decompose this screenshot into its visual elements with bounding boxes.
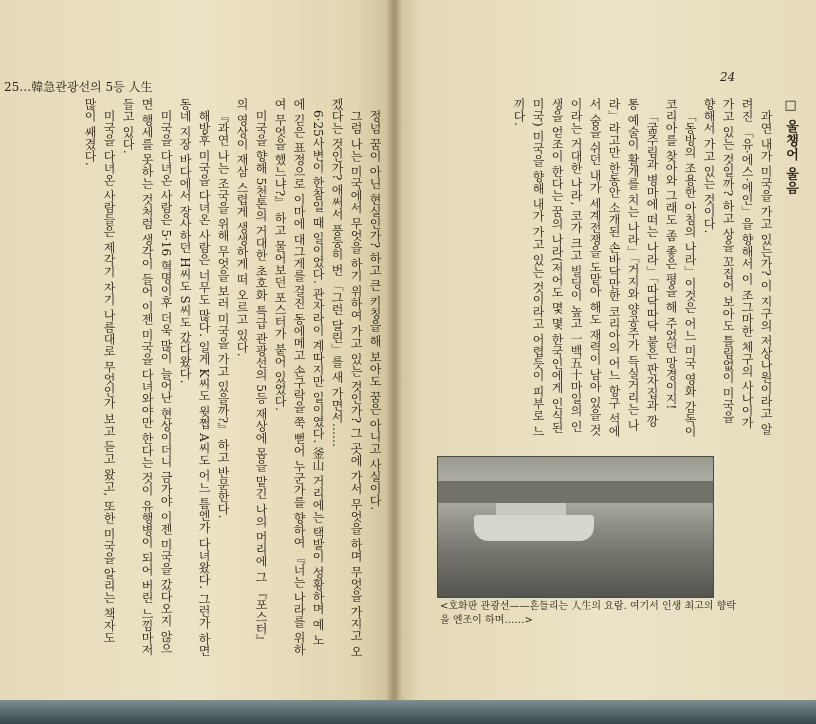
cruise-ship-photo [437, 456, 714, 598]
photo-ship-hull [474, 515, 594, 541]
paragraph: 미국을 다녀온 사람은 5·16 혁명이후 더욱 많이 늘어난 현상이더니 금가야 이젠 미국을 갔다오지 않으면 행세를 못하는 것처럼 생각이 들어 이젠 미국을 다녀와야만 한다는 것이 유행병이 되어 버린 느낌마저 들고 있다. [121, 98, 173, 656]
paragraph: 미국을 향해 5천톤의 거대한 초호화 특급 관광선의 5등 재상에 몸을 맡긴 나의 머리에 그 『포스터』의 영상이 재삼 스렵게 생생하게 떠 오르고 있다. [235, 98, 268, 647]
photo-shoreline [438, 481, 713, 503]
paragraph: 『과연 나는 조국을 위해 무엇을 보러 미국을 가고 있을까?』 하고 반문한다. [216, 110, 230, 519]
table-surface [0, 700, 816, 724]
photo-caption: <호화판 관광선——흔들리는 人生의 요람. 여기서 인생 최고의 향락을 엔조이 하며……> [440, 601, 736, 626]
paragraph: 6·25사변이 한참일 때 일이었다. 관자라이 계따지만 일이였다. 釜山 거리에는 택발이 성황하며 예 노에 긷은 표정으로 이마에 대그게를 걸진 동에메고 손구락을 쭉 뻗어 누군가를 향하여 『너는 나라를 위하여 무엇을 했느냐?』 하고 물어보던 포스터가 붙어 있었다. [273, 98, 325, 656]
paragraph: 「굶주림과 병마에 떠는 나라」「따닥따닥 붙은 판자집과 깡통 예술이 활개를 치는 나라」「거지와 양공주가 득실거리는 나라」라고만 한동안 소개된 손바닥만한 코리아의 어느 항구 석에서 숨을 쉬던 내가 세계전쟁을 도맡아 해도 재력이 남아 있을 것이라는 거대한 나라, 코가 크고 빌딩이 높고 一백五十마일의 인생을 얻조이 한다는 꿈의 나라(저어도 몇 몇 한국인에게 인식된 미국) 미국을 향해 내가 가고 있는 것이라고 어렵듯이 피부로 느끼다. [512, 98, 659, 438]
left-page-text [8, 98, 384, 658]
book-gutter [386, 0, 402, 700]
paragraph: 정넘 꿈이 아닌 현실인가? 하고 큰 키칭을 해 보아도 꿈은 아니고 사실이다. [368, 110, 382, 511]
paragraph: 과연 내가 미국을 가고 있는가? 이 지구의 저상나원이라고 알려진 「유·에스·에인」을 향해서 이 조그마한 체구의 사나이가 가고 있는 것일까? 하고 상을 꼬집어 보아도 틀림없이 미국을 향해서 가고 있는 것이다. [702, 98, 773, 435]
right-page-text [420, 98, 800, 438]
paragraph: 「동방의 조용한 아침의 나라」이것은 어느 미국 영화 감독이 코리아를 찾아와 그래도 좀 좋은 평을 해 주었던 망경이지! [664, 98, 697, 437]
running-head: 25…韓急관광선의 5등 人生 [4, 80, 153, 94]
paragraph: 미국을 다녀온 사람들은 제각기 자기 나름대로 무엇인가 보고 듣고 왔고, 또한 미국을 알리는 책자도 많이 쌔겼다. [83, 98, 116, 644]
photo-water [438, 547, 713, 597]
page-number: 24 [720, 70, 736, 84]
section-heading: □ 울챙어 울음 [783, 98, 798, 196]
paragraph: 해방후 미국을 다녀온 사람은 너무도 많다. 일게 K씨도 윗쩝 A씨도 어느 틈엔가 다녀왔다. 그런가 하면 동네 지장 바다에서 장사하던 H씨도 S씨도 갔다왔다. [178, 98, 211, 657]
paragraph: 그럼 나는 미국에서 무엇을 하기 위하여 가고 있는 것인가? 그 곳에 가서 무엇을 하며 무엇을 가지고 오겠다는 것인가? 애써서 풍둥히 번 「그런 달린」를 새 가면서…… [330, 98, 363, 658]
left-page [0, 0, 394, 700]
